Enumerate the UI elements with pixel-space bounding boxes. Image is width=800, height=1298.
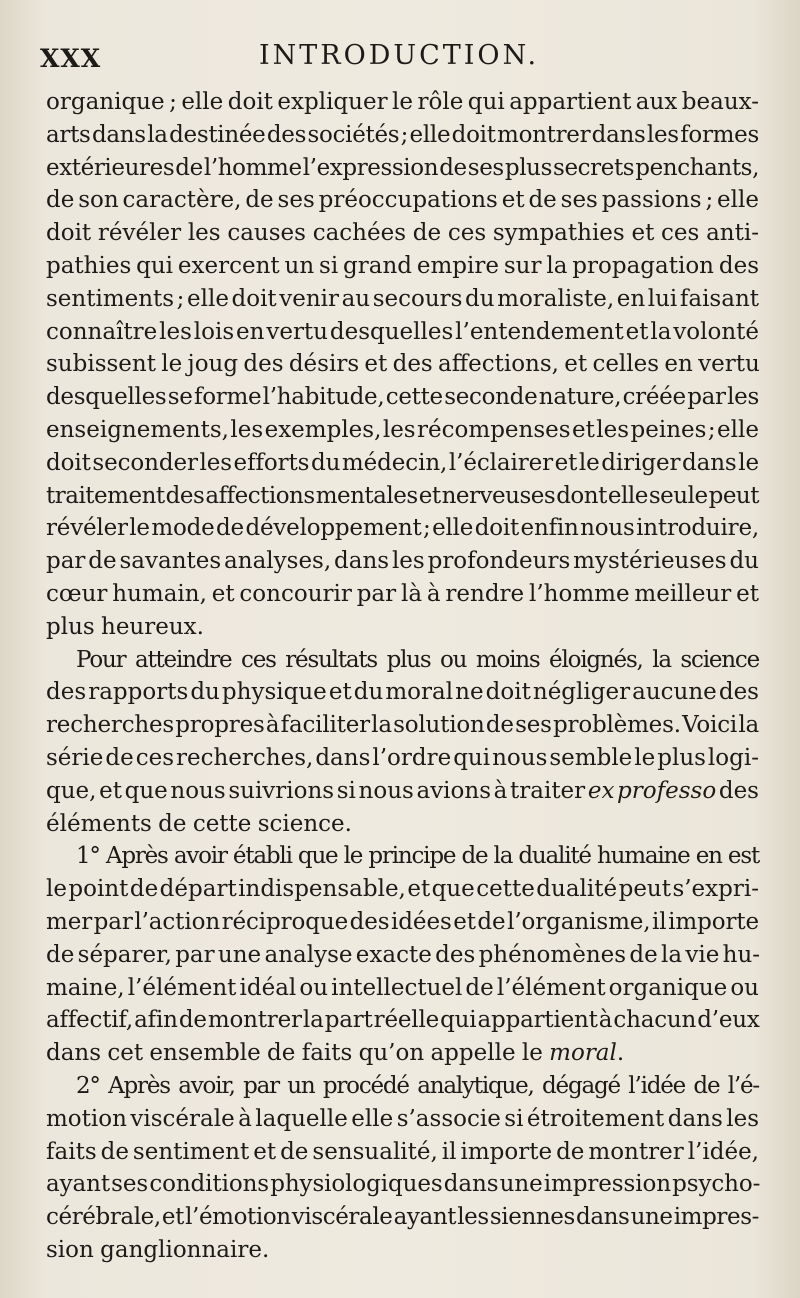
text-line: plus heureux. — [46, 613, 204, 640]
paragraph-2 — [46, 644, 759, 841]
text-line: 1° Après avoir établi que le principe de la dualité humaine en est — [76, 843, 759, 870]
text-line: des rapports du physique et du moral ne doit négliger aucune des — [46, 679, 759, 706]
text-line-with-italic — [46, 775, 759, 808]
italic-phrase: ex professo — [587, 777, 717, 804]
text-line: subissent le joug des désirs et des affections, et celles en vertu — [46, 351, 760, 378]
text-line: affectif, afin de montrer la part réelle qui appartient à chacun d’eux — [46, 1007, 760, 1034]
text-line: arts dans la destinée des sociétés ; elle doit montrer dans les formes — [46, 121, 759, 148]
text-line: desquelles se forme l’habitude, cette seconde nature, créée par les — [46, 384, 759, 411]
text-line: pathies qui exercent un si grand empire sur la propagation des — [46, 252, 759, 279]
text-line: extérieures de l’homme l’expression de ses plus secrets penchants, — [46, 154, 759, 181]
paragraph-1 — [46, 86, 759, 644]
text-line: connaître les lois en vertu desquelles l’entendement et la volonté — [46, 318, 759, 345]
text-fragment: des — [716, 777, 759, 804]
text-line: motion viscérale à laquelle elle s’associe si étroitement dans les — [46, 1105, 759, 1132]
running-head — [40, 40, 758, 80]
text-line: maine, l’élément idéal ou intellectuel de l’élément organique ou — [46, 974, 759, 1001]
text-line: sion ganglionnaire. — [46, 1236, 270, 1263]
text-line: cérébrale, et l’émotion viscérale ayant les siennes dans une impres- — [46, 1204, 759, 1231]
text-line: de son caractère, de ses préoccupations et de ses passions ; elle — [46, 187, 759, 214]
text-line: sentiments ; elle doit venir au secours du moraliste, en lui faisant — [46, 285, 759, 312]
body-text — [46, 86, 759, 1267]
text-line: de séparer, par une analyse exacte des phénomènes de la vie hu- — [46, 941, 761, 968]
text-line: par de savantes analyses, dans les profondeurs mystérieuses du — [46, 548, 759, 575]
page-title: INTRODUCTION. — [258, 40, 540, 71]
text-fragment: que, et que nous suivrions si nous avions à traiter — [46, 777, 588, 804]
text-line: série de ces recherches, dans l’ordre qui nous semble le plus logi- — [46, 744, 759, 771]
paragraph-3 — [46, 840, 759, 1070]
text-line: cœur humain, et concourir par là à rendre l’homme meilleur et — [46, 580, 759, 607]
paragraph-4 — [46, 1070, 759, 1267]
page-number: XXX — [40, 44, 102, 73]
text-line: recherches propres à faciliter la solution de ses problèmes. Voici la — [46, 712, 759, 739]
text-line: 2° Après avoir, par un procédé analytique, dégagé l’idée de l’é- — [76, 1072, 759, 1099]
text-line: révéler le mode de développement ; elle doit enfin nous introduire, — [46, 515, 759, 542]
text-line: Pour atteindre ces résultats plus ou moins éloignés, la science — [76, 646, 759, 673]
text-line: faits de sentiment et de sensualité, il importe de montrer l’idée, — [46, 1138, 759, 1165]
text-line: organique ; elle doit expliquer le rôle qui appartient aux beaux- — [46, 89, 759, 115]
text-line: ayant ses conditions physiologiques dans une impression psycho- — [46, 1171, 761, 1198]
text-line: éléments de cette science. — [46, 810, 352, 837]
text-line: doit seconder les efforts du médecin, l’éclairer et le diriger dans le — [46, 449, 759, 476]
text-line: traitement des affections mentales et nerveuses dont elle seule peut — [46, 482, 759, 509]
text-line: enseignements, les exemples, les récompenses et les peines ; elle — [46, 416, 759, 443]
text-line: doit révéler les causes cachées de ces sympathies et ces anti- — [46, 220, 759, 247]
text-fragment: . — [616, 1040, 625, 1067]
italic-phrase: moral — [549, 1040, 617, 1067]
text-line: le point de départ indispensable, et que cette dualité peut s’expri- — [46, 876, 759, 903]
text-line: mer par l’action réciproque des idées et de l’organisme, il importe — [46, 908, 759, 935]
text-line-with-italic — [46, 1037, 759, 1070]
text-fragment: dans cet ensemble de faits qu’on appelle le — [46, 1040, 550, 1067]
